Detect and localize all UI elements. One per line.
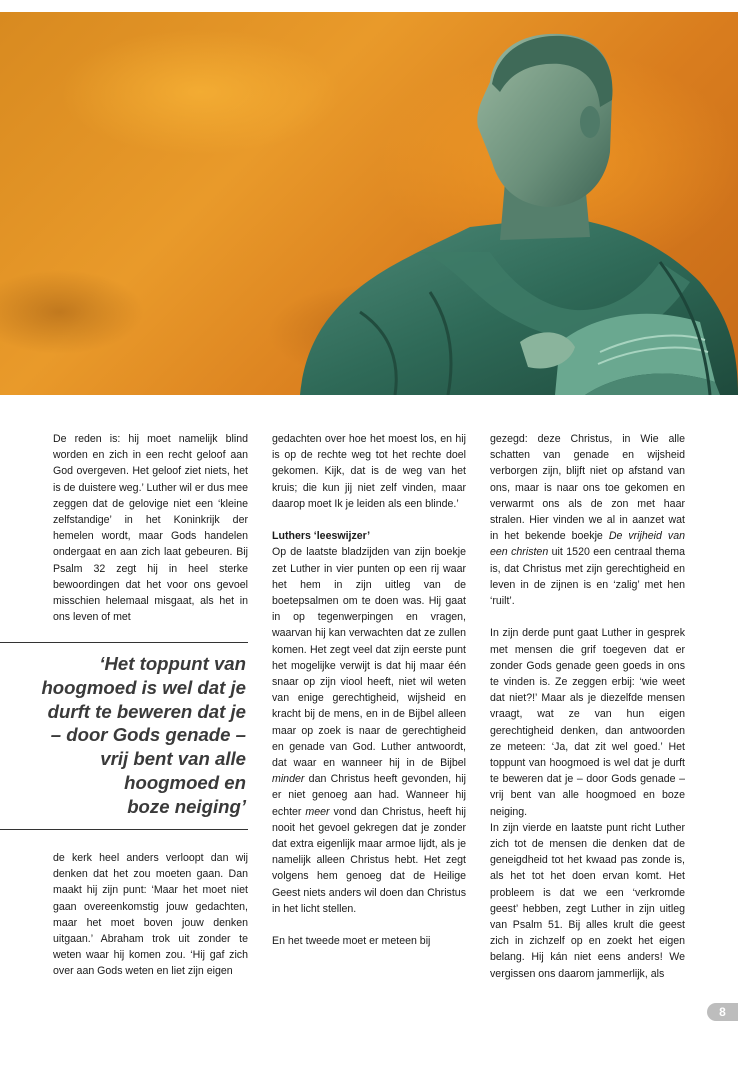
paragraph: gedachten over hoe het moest los, en hij is op de rechte weg tot het rechte doel gekomen. Kijk, dat is de weg van het kruis; die kun jij niet zelf vinden, maar daarop moet Ik je leiden als een blinde.’: [272, 433, 466, 510]
paragraph: En het tweede moet er meteen bij: [272, 935, 431, 948]
paragraph: De reden is: hij moet namelijk blind worden en zich in een recht geloof aan God overgeven. Het geloof ziet niets, het is de duistere weg.’ Luther wil er dus mee zeggen dat de gelovige niet een ‘kleine zelfstandige’ in het Koninkrijk der hemelen wordt, maar Gods handelen ondergaat en aan zich laat gebeuren. Bij Psalm 32 zegt hij in heel sterke bewoordingen dat het voor ons gevoel misschien helemaal misgaat, als het in ons leven of met: [53, 433, 248, 624]
paragraph: In zijn vierde en laatste punt richt Luther zich tot de mensen die denken dat de geneigdheid tot het kwaad pas zonde is, als het tot het doen ervan komt. Het probleem is dat we een ‘verkromde geest’ hebben, zegt Luther in zijn uitleg van Psalm 51. Bij alles krult die geest zich in zichzelf op en zoekt het eigen belang. Hij kán niet eens anders! We vergissen ons daarom jammerlijk, als: [490, 821, 685, 980]
paragraph: Op de laatste bladzijden van zijn boekje zet Luther in vier punten op een rij waar het hem in zijn uitleg van de boetepsalmen om te doen was. Hij gaat in op tegenwerpingen en vragen, waarvan hij kan verwachten dat ze zullen komen. Het zegt veel dat zijn eerste punt het mogelijke verwijt is dat hij maar één snaar op zijn viool heeft, niet wil weten van enige gerechtigheid, wijsheid en kracht bij de mens, en in de Bijbel alleen maar op zoek is naar de gerechtigheid en genade van God. Luther antwoordt, dat waar en wanneer hij in de Bijbel minder dan Christus heeft gevonden, hij er niet genoeg aan had. Wanneer hij echter meer vond dan Christus, heeft hij nooit het gevoel gekregen dat je zonder dat extra eigenlijk maar armoe lijdt, als je namelijk alleen Christus hebt. Het zegt volgens hem genoeg dat de Heilige Geest niets anders wil doen dan Christus in het licht stellen.: [272, 546, 466, 915]
paragraph: gezegd: deze Christus, in Wie alle schatten van genade en wijsheid verborgen zijn, blijft niet op afstand van ons, maar is naar ons toe gekomen en verwarmt ons als de zon met haar stralen. Hier vinden we al in aanzet wat in het bekende boekje De vrijheid van een christen uit 1520 een centraal thema is, dat Christus met zijn gerechtigheid en leven in de zijnen is en ‘zalig’ met hen ‘ruilt’.: [490, 433, 685, 608]
pull-quote-line: boze neiging’: [127, 795, 246, 817]
pull-quote-line: durft te beweren dat je: [47, 700, 246, 722]
quote-rule-top: [0, 642, 248, 643]
section-heading: Luthers ‘leeswijzer’: [272, 530, 371, 543]
paragraph: In zijn derde punt gaat Luther in gesprek met mensen die grif toegeven dat er zonder Gods genade geen goeds in ons te vinden is. Ze zeggen erbij: ‘wie weet dat niet?!’ Maar als je diezelfde mensen vraagt, wat ze van hun eigen gerechtigheid denken, dan antwoorden ze meteen: ‘Ja, dat zit wel goed.’ Het toppunt van hoogmoed is wel dat je durft te beweren dat je – door Gods genade – vrij bent van alle hoogmoed en boze neiging.: [490, 627, 685, 818]
pull-quote-line: – door Gods genade –: [50, 724, 246, 746]
column1-top: [53, 431, 248, 625]
column1-bottom: [53, 850, 248, 980]
luther-statue-illustration: [0, 12, 738, 395]
pull-quote-line: ‘Het toppunt van: [99, 653, 246, 674]
page-number: 8: [707, 1003, 738, 1021]
quote-rule-bottom: [0, 829, 248, 830]
pull-quote-line: hoogmoed en: [124, 771, 246, 793]
paragraph: de kerk heel anders verloopt dan wij denken dat het zou moeten gaan. Dan maakt hij zijn punt: ‘Maar het moet niet gaan overeenkomstig jouw gedachten, maar het moet boven jouw denken uitgaan.’ Abraham trok uit zonder te weten waar hij komen zou. ‘Hij gaf zich over aan Gods weten en liet zijn eigen: [53, 852, 248, 978]
column2: [272, 431, 466, 949]
pull-quote-line: hoogmoed is wel dat je: [41, 676, 246, 698]
hero-image: [0, 12, 738, 395]
column3: [490, 431, 685, 982]
pull-quote-line: vrij bent van alle: [100, 748, 246, 770]
pull-quote: [0, 652, 246, 819]
